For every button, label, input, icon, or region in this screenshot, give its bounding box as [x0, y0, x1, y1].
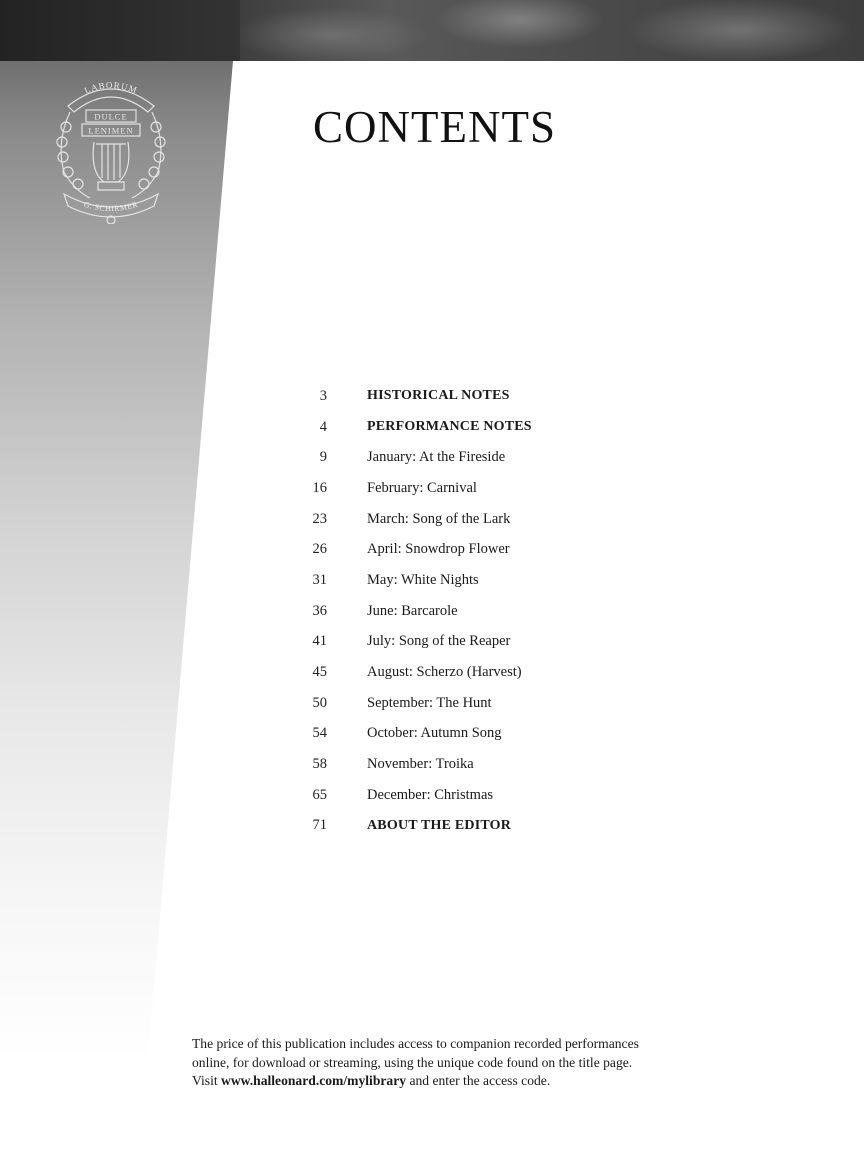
toc-page-number: 3: [319, 387, 327, 404]
toc-entry[interactable]: [290, 473, 710, 504]
notice-line: [192, 1072, 712, 1091]
toc-entry-title: ABOUT THE EDITOR: [367, 817, 512, 833]
library-url-link[interactable]: www.halleonard.com/mylibrary: [221, 1073, 407, 1088]
notice-line: online, for download or streaming, using the unique code found on the title page.: [192, 1054, 633, 1070]
svg-text:DULCE: DULCE: [94, 111, 128, 122]
toc-page-number: 9: [319, 449, 327, 466]
access-notice: [192, 1035, 712, 1091]
toc-page-number: 65: [312, 786, 327, 803]
toc-page-number: 36: [312, 602, 327, 619]
toc-entry[interactable]: [290, 657, 710, 688]
toc-page-number: 26: [312, 541, 327, 558]
toc-entry[interactable]: [290, 749, 710, 780]
svg-text:LENIMEN: LENIMEN: [88, 125, 134, 136]
toc-entry-title: January: At the Fireside: [367, 449, 506, 466]
toc-page-number: 54: [312, 725, 327, 742]
table-of-contents: [290, 381, 710, 841]
side-band-top: [0, 0, 240, 61]
toc-entry[interactable]: [290, 534, 710, 565]
toc-entry[interactable]: [290, 442, 710, 473]
toc-entry-title: HISTORICAL NOTES: [367, 388, 510, 404]
toc-entry[interactable]: [290, 627, 710, 658]
toc-entry[interactable]: [290, 412, 710, 443]
toc-entry-title: May: White Nights: [367, 571, 479, 588]
toc-entry-title: March: Song of the Lark: [367, 510, 511, 527]
toc-entry[interactable]: [290, 381, 710, 412]
toc-entry-title: PERFORMANCE NOTES: [367, 419, 532, 435]
toc-entry[interactable]: [290, 688, 710, 719]
toc-entry[interactable]: [290, 811, 710, 842]
toc-entry-title: September: The Hunt: [367, 694, 492, 711]
toc-page-number: 23: [312, 510, 327, 527]
toc-entry[interactable]: [290, 719, 710, 750]
toc-page-number: 16: [312, 479, 327, 496]
toc-entry-title: July: Song of the Reaper: [367, 633, 511, 650]
notice-line: The price of this publication includes access to companion recorded performances: [192, 1036, 639, 1051]
notice-text: Visit: [192, 1073, 222, 1088]
toc-page-number: 58: [312, 756, 327, 773]
toc-page-number: 50: [312, 694, 327, 711]
toc-entry[interactable]: [290, 596, 710, 627]
toc-entry[interactable]: [290, 780, 710, 811]
notice-text: and enter the access code.: [406, 1073, 551, 1088]
toc-entry-title: November: Troika: [367, 756, 474, 773]
svg-text:G. SCHIRMER: G. SCHIRMER: [82, 199, 140, 214]
toc-entry-title: August: Scherzo (Harvest): [367, 664, 522, 681]
toc-page-number: 4: [319, 418, 327, 435]
svg-text:LABORUM: LABORUM: [82, 79, 140, 96]
toc-entry-title: June: Barcarole: [367, 602, 458, 619]
toc-entry-title: December: Christmas: [367, 786, 494, 803]
toc-entry-title: February: Carnival: [367, 479, 477, 496]
toc-entry[interactable]: [290, 565, 710, 596]
toc-page-number: 41: [312, 633, 327, 650]
toc-page-number: 45: [312, 664, 327, 681]
toc-page-number: 71: [312, 817, 327, 834]
page-title: CONTENTS: [313, 102, 556, 152]
toc-entry[interactable]: [290, 504, 710, 535]
toc-entry-title: April: Snowdrop Flower: [367, 541, 510, 558]
toc-page-number: 31: [312, 571, 327, 588]
publisher-emblem-logo: [50, 72, 172, 224]
toc-entry-title: October: Autumn Song: [367, 725, 502, 742]
